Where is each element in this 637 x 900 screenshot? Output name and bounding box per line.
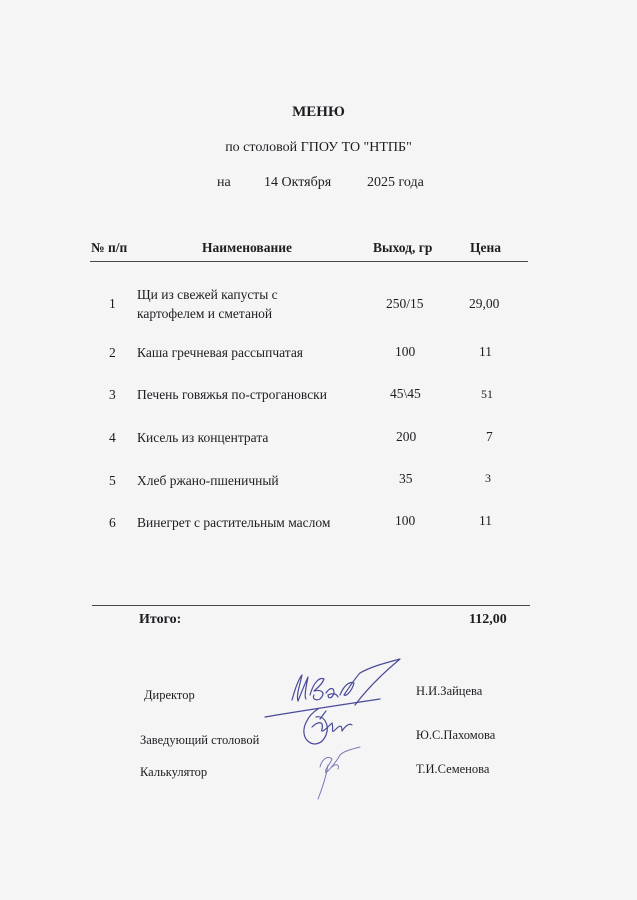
row-price: 7 [486,429,493,444]
row-num: 5 [109,473,116,488]
row-price: 29,00 [469,296,500,311]
signature-calculator [318,747,360,799]
signatory-name: Т.И.Семенова [416,762,490,776]
row-price: 11 [479,344,492,359]
row-yield: 250/15 [386,296,424,311]
row-num: 3 [109,387,116,402]
row-name: Кисель из концентрата [137,430,269,445]
row-name: Хлеб ржано-пшеничный [137,473,279,488]
total-label: Итого: [139,612,182,627]
row-name-continued: картофелем и сметаной [137,306,273,321]
header-price: Цена [470,240,502,255]
document-title: МЕНЮ [292,104,345,120]
row-num: 2 [109,345,116,360]
signature-canteen-head [304,709,352,744]
row-price: 3 [485,471,491,485]
row-num: 1 [109,296,116,311]
row-yield: 200 [396,429,417,444]
row-num: 4 [109,430,116,445]
total-divider [92,605,530,606]
total-value: 112,00 [469,612,507,627]
date-year: 2025 года [367,175,424,190]
row-name: Винегрет с растительным маслом [137,515,331,530]
date-prefix: на [217,175,231,190]
header-name: Наименование [202,240,292,255]
signatory-name: Ю.С.Пахомова [416,728,496,742]
document-subtitle: по столовой ГПОУ ТО "НТПБ" [225,140,412,155]
row-price: 51 [481,387,493,401]
signatory-role: Калькулятор [140,765,208,779]
header-divider [90,261,528,262]
row-name: Каша гречневая рассыпчатая [137,345,304,360]
row-yield: 45\45 [390,386,421,401]
signatory-role: Заведующий столовой [140,733,260,747]
row-yield: 100 [395,513,416,528]
signatory-role: Директор [144,688,195,702]
row-price: 11 [479,513,492,528]
row-yield: 35 [399,471,413,486]
row-yield: 100 [395,344,416,359]
date-day-month: 14 Октября [264,175,332,190]
row-num: 6 [109,515,116,530]
signatory-name: Н.И.Зайцева [416,684,483,698]
row-name: Щи из свежей капусты с [137,287,278,302]
row-name: Печень говяжья по-строгановски [137,387,327,402]
signature-director [265,659,400,717]
header-yield: Выход, гр [373,240,433,255]
handwritten-signatures [260,655,410,805]
header-num: № п/п [91,240,128,255]
